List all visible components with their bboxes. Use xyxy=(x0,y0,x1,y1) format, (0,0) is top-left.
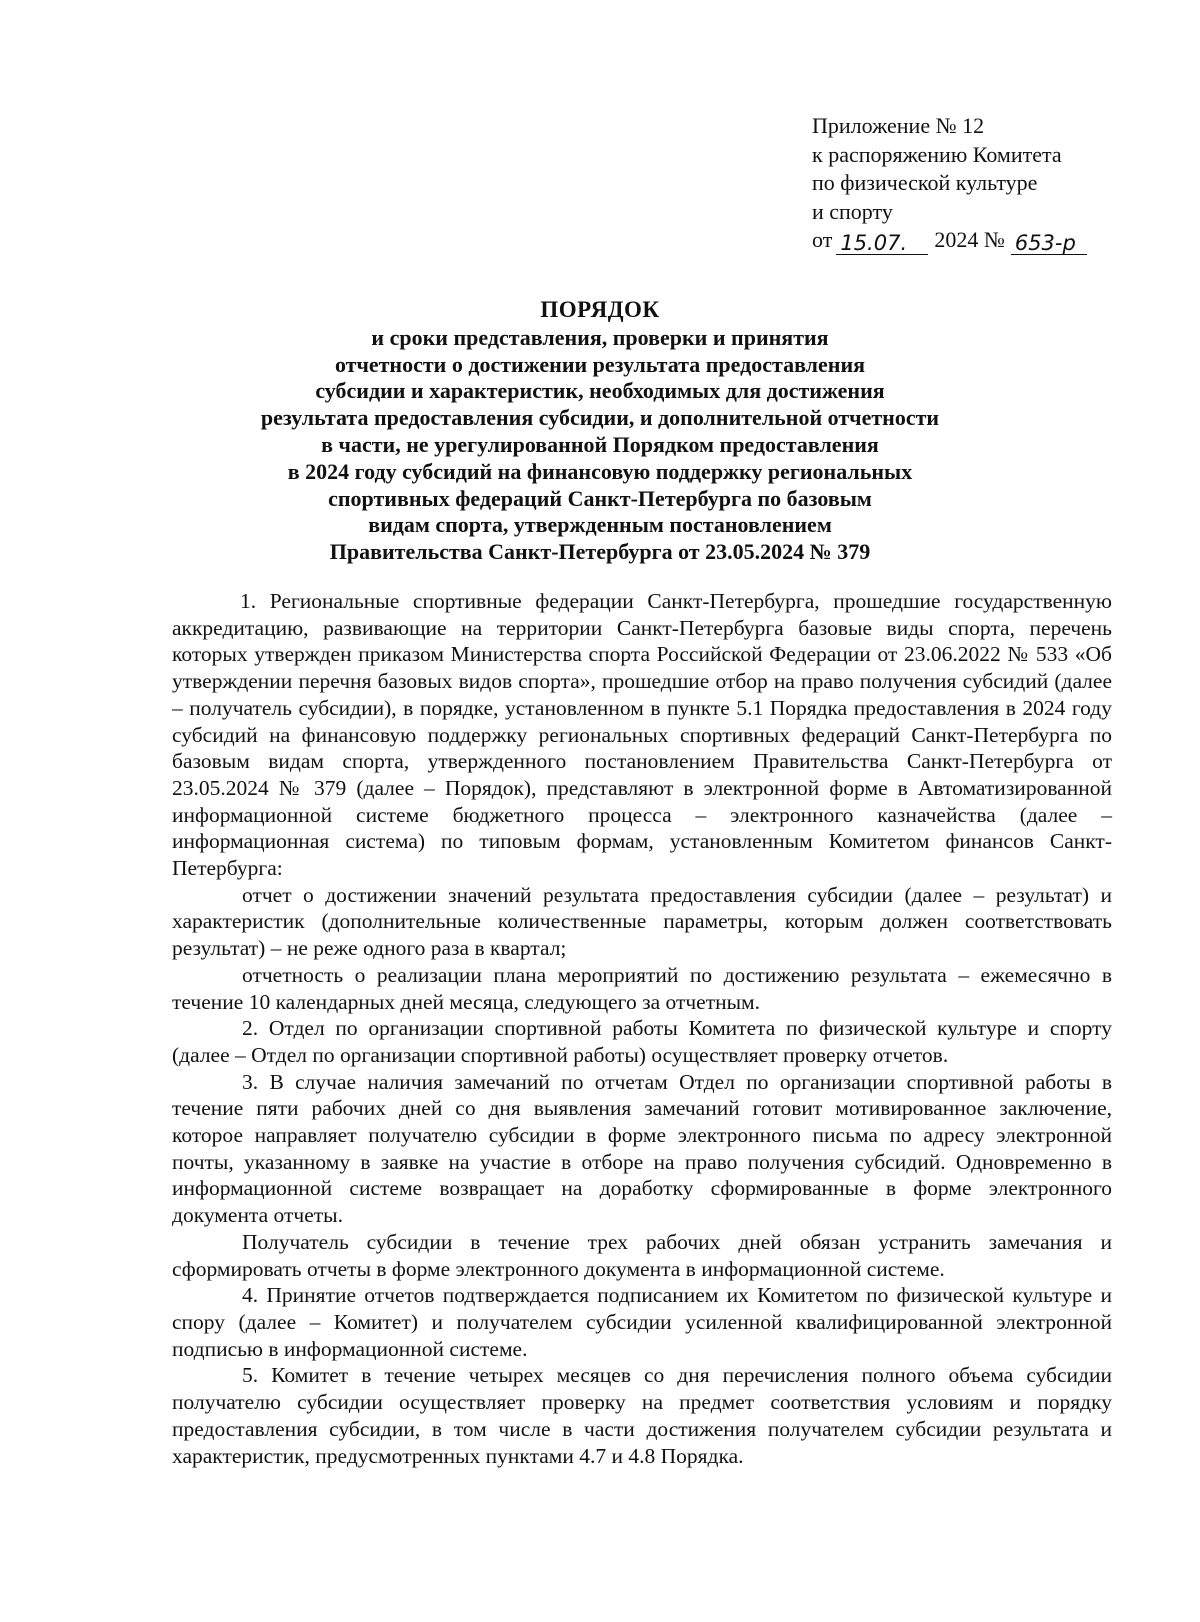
title-line: Правительства Санкт-Петербурга от 23.05.2024 № 379 xyxy=(329,539,871,565)
title-line: и сроки представления, проверки и принятия xyxy=(371,324,829,350)
title-line: видам спорта, утвержденным постановлением xyxy=(368,512,832,538)
appendix-number: Приложение № 12 xyxy=(812,113,985,138)
order-year: 2024 № xyxy=(934,227,1005,252)
paragraph-3-continued: Получатель субсидии в течение трех рабочих дней обязан устранить замечания и сформировать отчеты в форме электронного документа в информационной системе. xyxy=(172,1229,1112,1281)
date-prefix: от xyxy=(812,227,833,252)
paragraph-2: 2. Отдел по организации спортивной работы Комитета по физической культуре и спорту (далее – Отдел по организации спортивной работы) осуществляет проверку отчетов. xyxy=(172,1016,1112,1067)
title-main: ПОРЯДОК xyxy=(540,297,660,322)
paragraph-5: 5. Комитет в течение четырех месяцев со дня перечисления полного объема субсидии получателю субсидии осуществляет проверку на предмет соответствия условиям и порядку предоставления субсидии, в том числе в части достижения получателем субсидии результата и характеристик, предусмотренных пунктами 4.7 и 4.8 Порядка. xyxy=(172,1363,1112,1468)
appendix-ref-line: к распоряжению Комитета xyxy=(812,141,1062,167)
appendix-header xyxy=(812,112,1132,255)
paragraph-1-item-plan: отчетность о реализации плана мероприятий по достижению результата – ежемесячно в течение 10 календарных дней месяца, следующего за отчетным. xyxy=(172,962,1112,1014)
order-date-line xyxy=(812,226,1132,255)
paragraph-4: 4. Принятие отчетов подтверждается подписанием их Комитетом по физической культуре и спору (далее – Комитет) и получателем субсидии усиленной квалифицированной электронной подписью в информационной системе. xyxy=(172,1283,1112,1361)
appendix-committee-line: по физической культуре xyxy=(812,170,1038,195)
handwritten-date: 15.07. xyxy=(836,232,928,255)
title-line: в 2024 году субсидий на финансовую поддержку региональных xyxy=(287,458,913,484)
appendix-committee-line-end: и спорту xyxy=(812,198,893,224)
paragraph-3: 3. В случае наличия замечаний по отчетам Отдел по организации спортивной работы в течение пяти рабочих дней со дня выявления замечаний готовит мотивированное заключение, которое направляет получателю субсидии в форме электронного письма по адресу электронной почты, указанному в заявке на участие в отборе на право получения субсидий. Одновременно в информационной системе возвращает на доработку сформированные в форме электронного документа отчеты. xyxy=(172,1069,1112,1228)
document-title xyxy=(150,297,1050,566)
title-line: спортивных федераций Санкт-Петербурга по базовым xyxy=(328,485,872,511)
title-line: результата предоставления субсидии, и дополнительной отчетности xyxy=(260,405,940,431)
paragraph-1: 1. Региональные спортивные федерации Санкт-Петербурга, прошедшие государственную аккредитацию, развивающие на территории Санкт-Петербурга базовые виды спорта, перечень которых утвержден приказом Министерства спорта Российской Федерации от 23.06.2022 № 533 «Об утверждении перечня базовых видов спорта», прошедшие отбор на право получения субсидий (далее – получатель субсидии), в порядке, установленном в пункте 5.1 Порядка предоставления в 2024 году субсидий на финансовую поддержку региональных спортивных федераций Санкт-Петербурга по базовым видам спорта, утвержденного постановлением Правительства Санкт-Петербурга от 23.05.2024 № 379 (далее – Порядок), представляют в электронной форме в Автоматизированной информационной системе бюджетного процесса – электронного казначейства (далее – информационная система) по типовым формам, установленным Комитетом финансов Санкт-Петербурга: xyxy=(172,589,1112,881)
handwritten-order-number: 653-р xyxy=(1011,232,1087,255)
document-body xyxy=(172,588,1112,1469)
title-line: субсидии и характеристик, необходимых для достижения xyxy=(315,378,885,404)
paragraph-1-item-report: отчет о достижении значений результата предоставления субсидии (далее – результат) и характеристик (дополнительные количественные параметры, которым должен соответствовать результат) – не реже одного раза в квартал; xyxy=(172,882,1112,961)
title-line: отчетности о достижении результата предоставления xyxy=(334,351,866,377)
title-line: в части, не урегулированной Порядком предоставления xyxy=(321,431,879,457)
